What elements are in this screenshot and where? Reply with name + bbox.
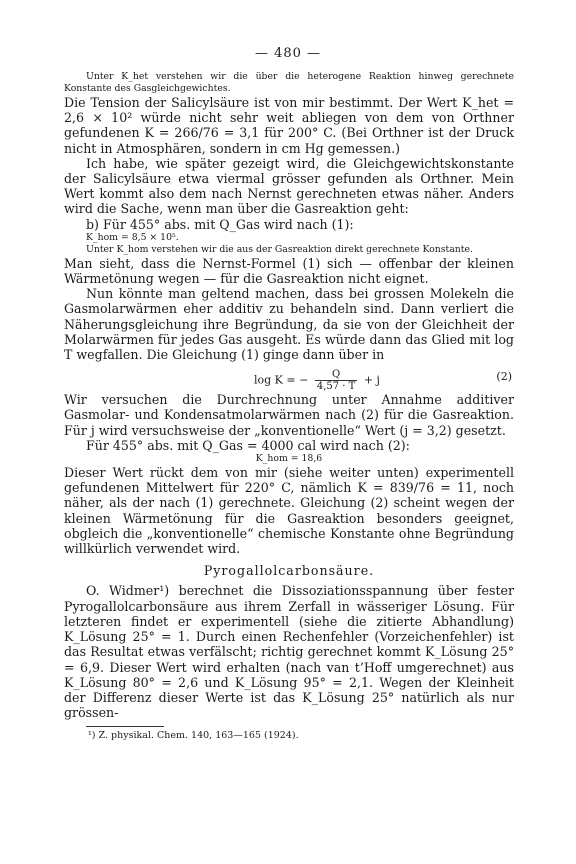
paragraph-2: Ich habe, wie später gezeigt wird, die Gleichgewichtskonstante der Salicylsäure etwa viermal grösser gefunden als Orthner. Mein Wert kommt also dem nach Nernst gerechneten etwas näher. Anders wird die Sache, wenn man über die Gasreaktion geht: xyxy=(64,155,514,217)
equation-rhs: + j xyxy=(363,373,380,387)
equation-2 xyxy=(64,362,514,392)
equation-numerator: Q xyxy=(315,369,357,381)
paragraph-7: Dieser Wert rückt dem von mir (siehe weiter unten) experimentell gefundenen Mittelwert für 220° C, nämlich K = 839/76 = 11, noch näher, als der nach (1) gerechnete. Gleichung (2) scheint wegen der kleinen Wärmetönung für die Gasreaktion besonders geeignet, obgleich die „konventionelle“ chemische Konstante ohne Begründung willkürlich verwendet wird. xyxy=(64,465,514,557)
equation-fraction xyxy=(315,369,357,392)
equation-lhs: log K = − xyxy=(254,373,309,387)
paragraph-3: Man sieht, dass die Nernst-Formel (1) sich — offenbar der kleinen Wärmetönung wegen — für die Gasreaktion nicht eignet. xyxy=(64,255,514,287)
k-hom-value-2: K_hom = 18,6 xyxy=(255,453,323,465)
footnote-rule xyxy=(86,726,164,727)
item-b: b) Für 455° abs. mit Q_Gas wird nach (1): xyxy=(86,216,354,232)
k-hom-value: K_hom = 8,5 × 10⁵. xyxy=(86,231,179,243)
paragraph-8: O. Widmer¹) berechnet die Dissoziationsspannung über fester Pyrogallolcarbonsäure aus ihrem Zerfall in wässeriger Lösung. Für letzteren findet er experimentell (siehe die zitierte Abhandlung) K_Lösung 25° = 1. Durch einen Rechenfehler (Vorzeichenfehler) ist das Resultat etwas verfälscht; richtig gerechnet kommt K_Lösung 25° = 6,9. Dieser Wert wird erhalten (nach van t’Hoff umgerechnet) aus K_Lösung 80° = 2,6 und K_Lösung 95° = 2,1. Wegen der Kleinheit der Differenz dieser Werte ist das K_Lösung 25° natürlich als nur grössen- xyxy=(64,583,514,721)
page-number: — 480 — xyxy=(254,46,322,61)
footnote: ¹) Z. physikal. Chem. 140, 163—165 (1924). xyxy=(88,730,299,742)
section-title: Pyrogallolcarbonsäure. xyxy=(203,563,375,579)
note-k-het: Unter K_het verstehen wir die über die heterogene Reaktion hinweg gerechnete Konstante des Gasgleichgewichtes. xyxy=(64,71,514,94)
equation-number: (2) xyxy=(496,370,512,384)
paragraph-5: Wir versuchen die Durchrechnung unter Annahme additiver Gasmolar- und Kondensatmolarwärmen nach (2) für die Gasreaktion. Für j wird versuchsweise der „konventionelle“ Wert (j = 3,2) gesetzt. xyxy=(64,392,514,438)
paragraph-6: Für 455° abs. mit Q_Gas = 4000 cal wird nach (2): xyxy=(86,437,410,453)
equation-denominator: 4,57 · T xyxy=(316,381,356,393)
paragraph-1: Die Tension der Salicylsäure ist von mir bestimmt. Der Wert K_het = 2,6 × 10² würde nicht sehr weit abliegen von dem von Orthner gefundenen K = 266/76 = 3,1 für 200° C. (Bei Orthner ist der Druck nicht in Atmosphären, sondern in cm Hg gemessen.) xyxy=(64,95,514,156)
paragraph-4: Nun könnte man geltend machen, dass bei grossen Molekeln die Gasmolarwärmen eher additiv zu behandeln sind. Dann verliert die Näherungsgleichung ihre Begründung, da sie von der Gleichheit der Molarwärmen für jedes Gas ausgeht. Es würde dann das Glied mit log T wegfallen. Die Gleichung (1) ginge dann über in xyxy=(64,286,514,363)
body-text xyxy=(64,71,514,742)
note-k-hom: Unter K_hom verstehen wir die aus der Gasreaktion direkt gerechnete Konstante. xyxy=(86,243,473,255)
